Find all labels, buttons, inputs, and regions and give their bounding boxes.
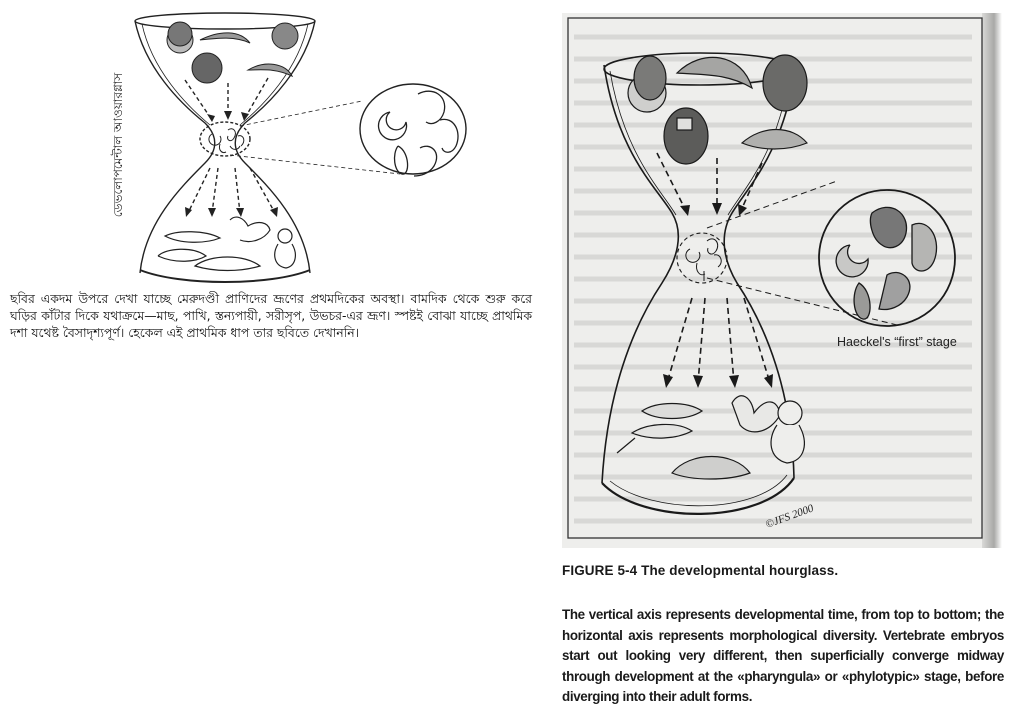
bengali-caption: ছবির একদম উপরে দেখা যাচ্ছে মেরুদণ্ডী প্রাণিদের ভ্রূণের প্রথমদিকের অবস্থা। বামদিক থেকে শুরু করে ঘড়ির কাঁটার দিকে যথাক্রমে—মাছ, পাখি, স্তন্যপায়ী, সরীসৃপ, উভচর-এর ভ্রূণ। স্পষ্টই বোঝা যাচ্ছে প্রাথমিক দশা যথেষ্ট বৈসাদৃশ্যপূর্ণ। হেকেল এই প্রাথমিক ধাপ তার ছবিতে দেখাননি।	[10, 291, 532, 340]
vertical-figure-label	[108, 70, 132, 220]
artist-signature: ©JFS 2000	[763, 502, 816, 531]
figure-title: FIGURE 5-4 The developmental hourglass.	[562, 563, 839, 578]
haeckel-first-stage-label: Haeckel's “first” stage	[837, 335, 957, 349]
right-hourglass-illustration	[562, 13, 992, 548]
figure-caption-body: The vertical axis represents developmental time, from top to bottom; the horizontal axis represents morphological diversity. Vertebrate embryos start out looking very different, then superficially converge midway through development at the «pharyngula» or «phylotypic» stage, before diverging into their adult forms.	[562, 607, 1004, 705]
vertical-label-text: ডেভলোপমেন্টাল আওয়ারগ্লাস	[111, 72, 125, 218]
left-hourglass-illustration	[100, 8, 540, 288]
